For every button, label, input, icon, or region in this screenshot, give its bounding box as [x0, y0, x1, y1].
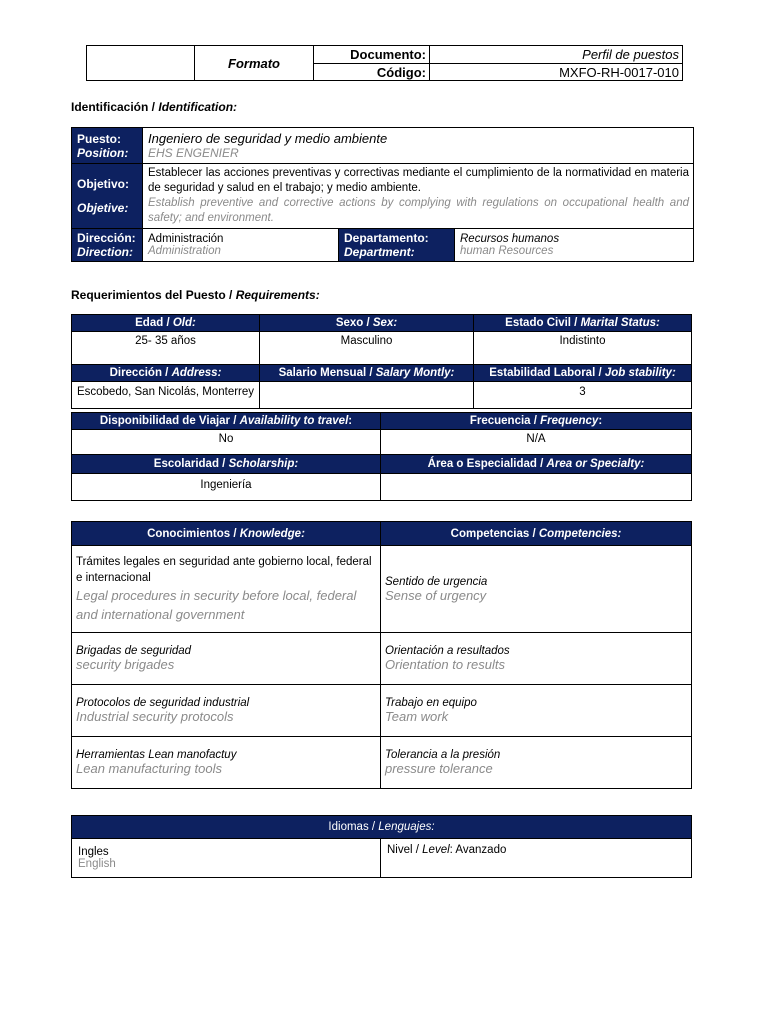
competency-item-en: pressure tolerance	[385, 761, 493, 776]
department-label-en: Department:	[344, 245, 415, 259]
salary-label-es: Salario Mensual /	[278, 367, 376, 379]
direction-label-cell	[72, 229, 143, 262]
knowledge-item-es: Trámites legales en seguridad ante gobierno local, federal e internacional	[76, 556, 372, 584]
direction-value-en: Administration	[148, 245, 221, 257]
stability-label-en: Job stability:	[604, 367, 676, 379]
marital-value: Indistinto	[474, 332, 692, 365]
specialty-label-es: Área o Especialidad /	[427, 458, 547, 470]
age-label-es: Edad /	[135, 317, 173, 329]
department-label-es: Departamento:	[344, 231, 429, 245]
knowledge-competencies-table	[71, 521, 692, 789]
stability-value: 3	[474, 382, 692, 409]
requirements-title	[71, 288, 320, 302]
sex-label-en: Sex:	[372, 317, 398, 329]
sex-value: Masculino	[260, 332, 474, 365]
identification-title-es: Identificación /	[71, 100, 159, 114]
language-en: English	[78, 858, 116, 870]
competency-item-en: Sense of urgency	[385, 587, 487, 603]
address-label-es: Dirección /	[109, 367, 172, 379]
requirements-title-en: Requirements:	[235, 288, 320, 302]
salary-header	[260, 365, 474, 382]
stability-label-es: Estabilidad Laboral /	[489, 367, 605, 379]
level-label-es: Nivel /	[387, 844, 423, 856]
frequency-label-es: Frecuencia /	[469, 415, 541, 427]
specialty-header	[381, 455, 692, 474]
level-label-en: Level	[422, 844, 450, 856]
position-label-en: Position:	[77, 145, 129, 160]
direction-label-en: Direction:	[77, 245, 134, 259]
salary-value	[260, 382, 474, 409]
document-label: Documento:	[314, 46, 430, 64]
requirements-table-b	[71, 412, 692, 501]
address-header	[72, 365, 260, 382]
age-header	[72, 315, 260, 332]
position-value-es: Ingeniero de seguridad y medio ambiente	[148, 131, 388, 146]
marital-label-en: Marital Status:	[580, 317, 660, 329]
knowledge-item	[72, 633, 381, 685]
requirements-table-a	[71, 314, 692, 409]
position-label-cell	[72, 128, 143, 164]
competency-item	[381, 546, 692, 633]
competency-item-en: Team work	[385, 709, 449, 724]
knowledge-item-en: security brigades	[76, 657, 175, 672]
position-value-en: EHS ENGENIER	[148, 146, 239, 160]
scholarship-value: Ingeniería	[72, 474, 381, 501]
code-value: MXFO-RH-0017-010	[430, 64, 683, 81]
department-value-en: human Resources	[460, 245, 554, 257]
knowledge-item-es: Brigadas de seguridad	[76, 645, 192, 657]
age-value: 25- 35 años	[72, 332, 260, 365]
knowledge-header-en: Knowledge:	[239, 527, 305, 540]
direction-value-cell	[143, 229, 339, 262]
identification-title-en: Identification:	[158, 100, 238, 114]
direction-label-es: Dirección:	[77, 231, 136, 245]
objective-label-en: Objetive:	[77, 201, 129, 215]
identification-title	[71, 100, 237, 114]
competencies-header-es: Competencias /	[450, 527, 539, 540]
travel-header: Disponibilidad de Viajar / Availability to travel:	[72, 413, 381, 430]
languages-header	[72, 816, 692, 839]
document-header-table	[86, 45, 683, 81]
frequency-label-en: Frequency	[540, 415, 599, 427]
objective-label-cell	[72, 164, 143, 229]
competency-item-es: Tolerancia a la presión	[385, 749, 501, 761]
department-label-cell	[339, 229, 455, 262]
salary-label-en: Salary Montly:	[375, 367, 455, 379]
knowledge-item-en: Legal procedures in security before local, federal and international government	[76, 588, 357, 622]
position-label-es: Puesto:	[77, 131, 122, 146]
travel-label-en: Availability to travel	[239, 415, 349, 427]
sex-label-es: Sexo /	[335, 317, 373, 329]
knowledge-item-es: Herramientas Lean manofactuy	[76, 749, 237, 761]
frequency-value: N/A	[381, 430, 692, 455]
stability-header	[474, 365, 692, 382]
competency-item	[381, 685, 692, 737]
knowledge-header	[72, 522, 381, 546]
header-blank-cell	[87, 46, 195, 81]
competency-item-es: Trabajo en equipo	[385, 697, 477, 709]
sex-header	[260, 315, 474, 332]
language-cell	[72, 839, 381, 878]
age-label-en: Old:	[172, 317, 196, 329]
requirements-title-es: Requerimientos del Puesto /	[71, 288, 236, 302]
specialty-label-en: Area or Specialty:	[546, 458, 645, 470]
code-label: Código:	[314, 64, 430, 81]
knowledge-header-es: Conocimientos /	[147, 527, 240, 540]
competencies-header-en: Competencies:	[538, 527, 622, 540]
objective-label-es: Objetivo:	[77, 177, 130, 191]
marital-header	[474, 315, 692, 332]
scholarship-header	[72, 455, 381, 474]
languages-table	[71, 815, 692, 878]
document-value: Perfil de puestos	[430, 46, 683, 64]
format-label: Formato	[195, 46, 314, 81]
address-value: Escobedo, San Nicolás, Monterrey	[72, 382, 260, 409]
objective-value-en: Establish preventive and corrective actions by complying with regulations on occupational health and safety; and environment.	[148, 197, 689, 224]
languages-header-es: Idiomas /	[328, 821, 379, 833]
specialty-value	[381, 474, 692, 501]
department-value-es: Recursos humanos	[460, 233, 560, 245]
identification-table	[71, 127, 694, 262]
direction-value-es: Administración	[148, 233, 224, 245]
knowledge-item-es: Protocolos de seguridad industrial	[76, 697, 250, 709]
language-es: Ingles	[78, 846, 109, 858]
competencies-header	[381, 522, 692, 546]
travel-value: No	[72, 430, 381, 455]
objective-value-cell	[143, 164, 694, 229]
competency-item-es: Sentido de urgencia	[385, 575, 488, 588]
position-value-cell	[143, 128, 694, 164]
marital-label-es: Estado Civil /	[505, 317, 581, 329]
competency-item	[381, 737, 692, 789]
knowledge-item-en: Lean manufacturing tools	[76, 761, 222, 776]
scholarship-label-es: Escolaridad /	[153, 458, 229, 470]
objective-value-es: Establecer las acciones preventivas y correctivas mediante el cumplimiento de la normatividad en materia de seguridad y salud en el trabajo; y medio ambiente.	[148, 167, 689, 194]
scholarship-label-en: Scholarship:	[228, 458, 299, 470]
frequency-header: Frecuencia / Frequency:	[381, 413, 692, 430]
competency-item-es: Orientación a resultados	[385, 645, 510, 657]
language-level-cell: Nivel / Level: Avanzado	[381, 839, 692, 878]
level-value: Avanzado	[455, 844, 507, 856]
department-value-cell	[455, 229, 694, 262]
competency-item-en: Orientation to results	[385, 657, 505, 672]
address-label-en: Address:	[171, 367, 222, 379]
knowledge-item-en: Industrial security protocols	[76, 709, 234, 724]
competency-item	[381, 633, 692, 685]
knowledge-item	[72, 546, 381, 633]
knowledge-item	[72, 685, 381, 737]
knowledge-item	[72, 737, 381, 789]
travel-label-es: Disponibilidad de Viajar /	[99, 415, 240, 427]
languages-header-en: Lenguajes:	[378, 821, 435, 833]
